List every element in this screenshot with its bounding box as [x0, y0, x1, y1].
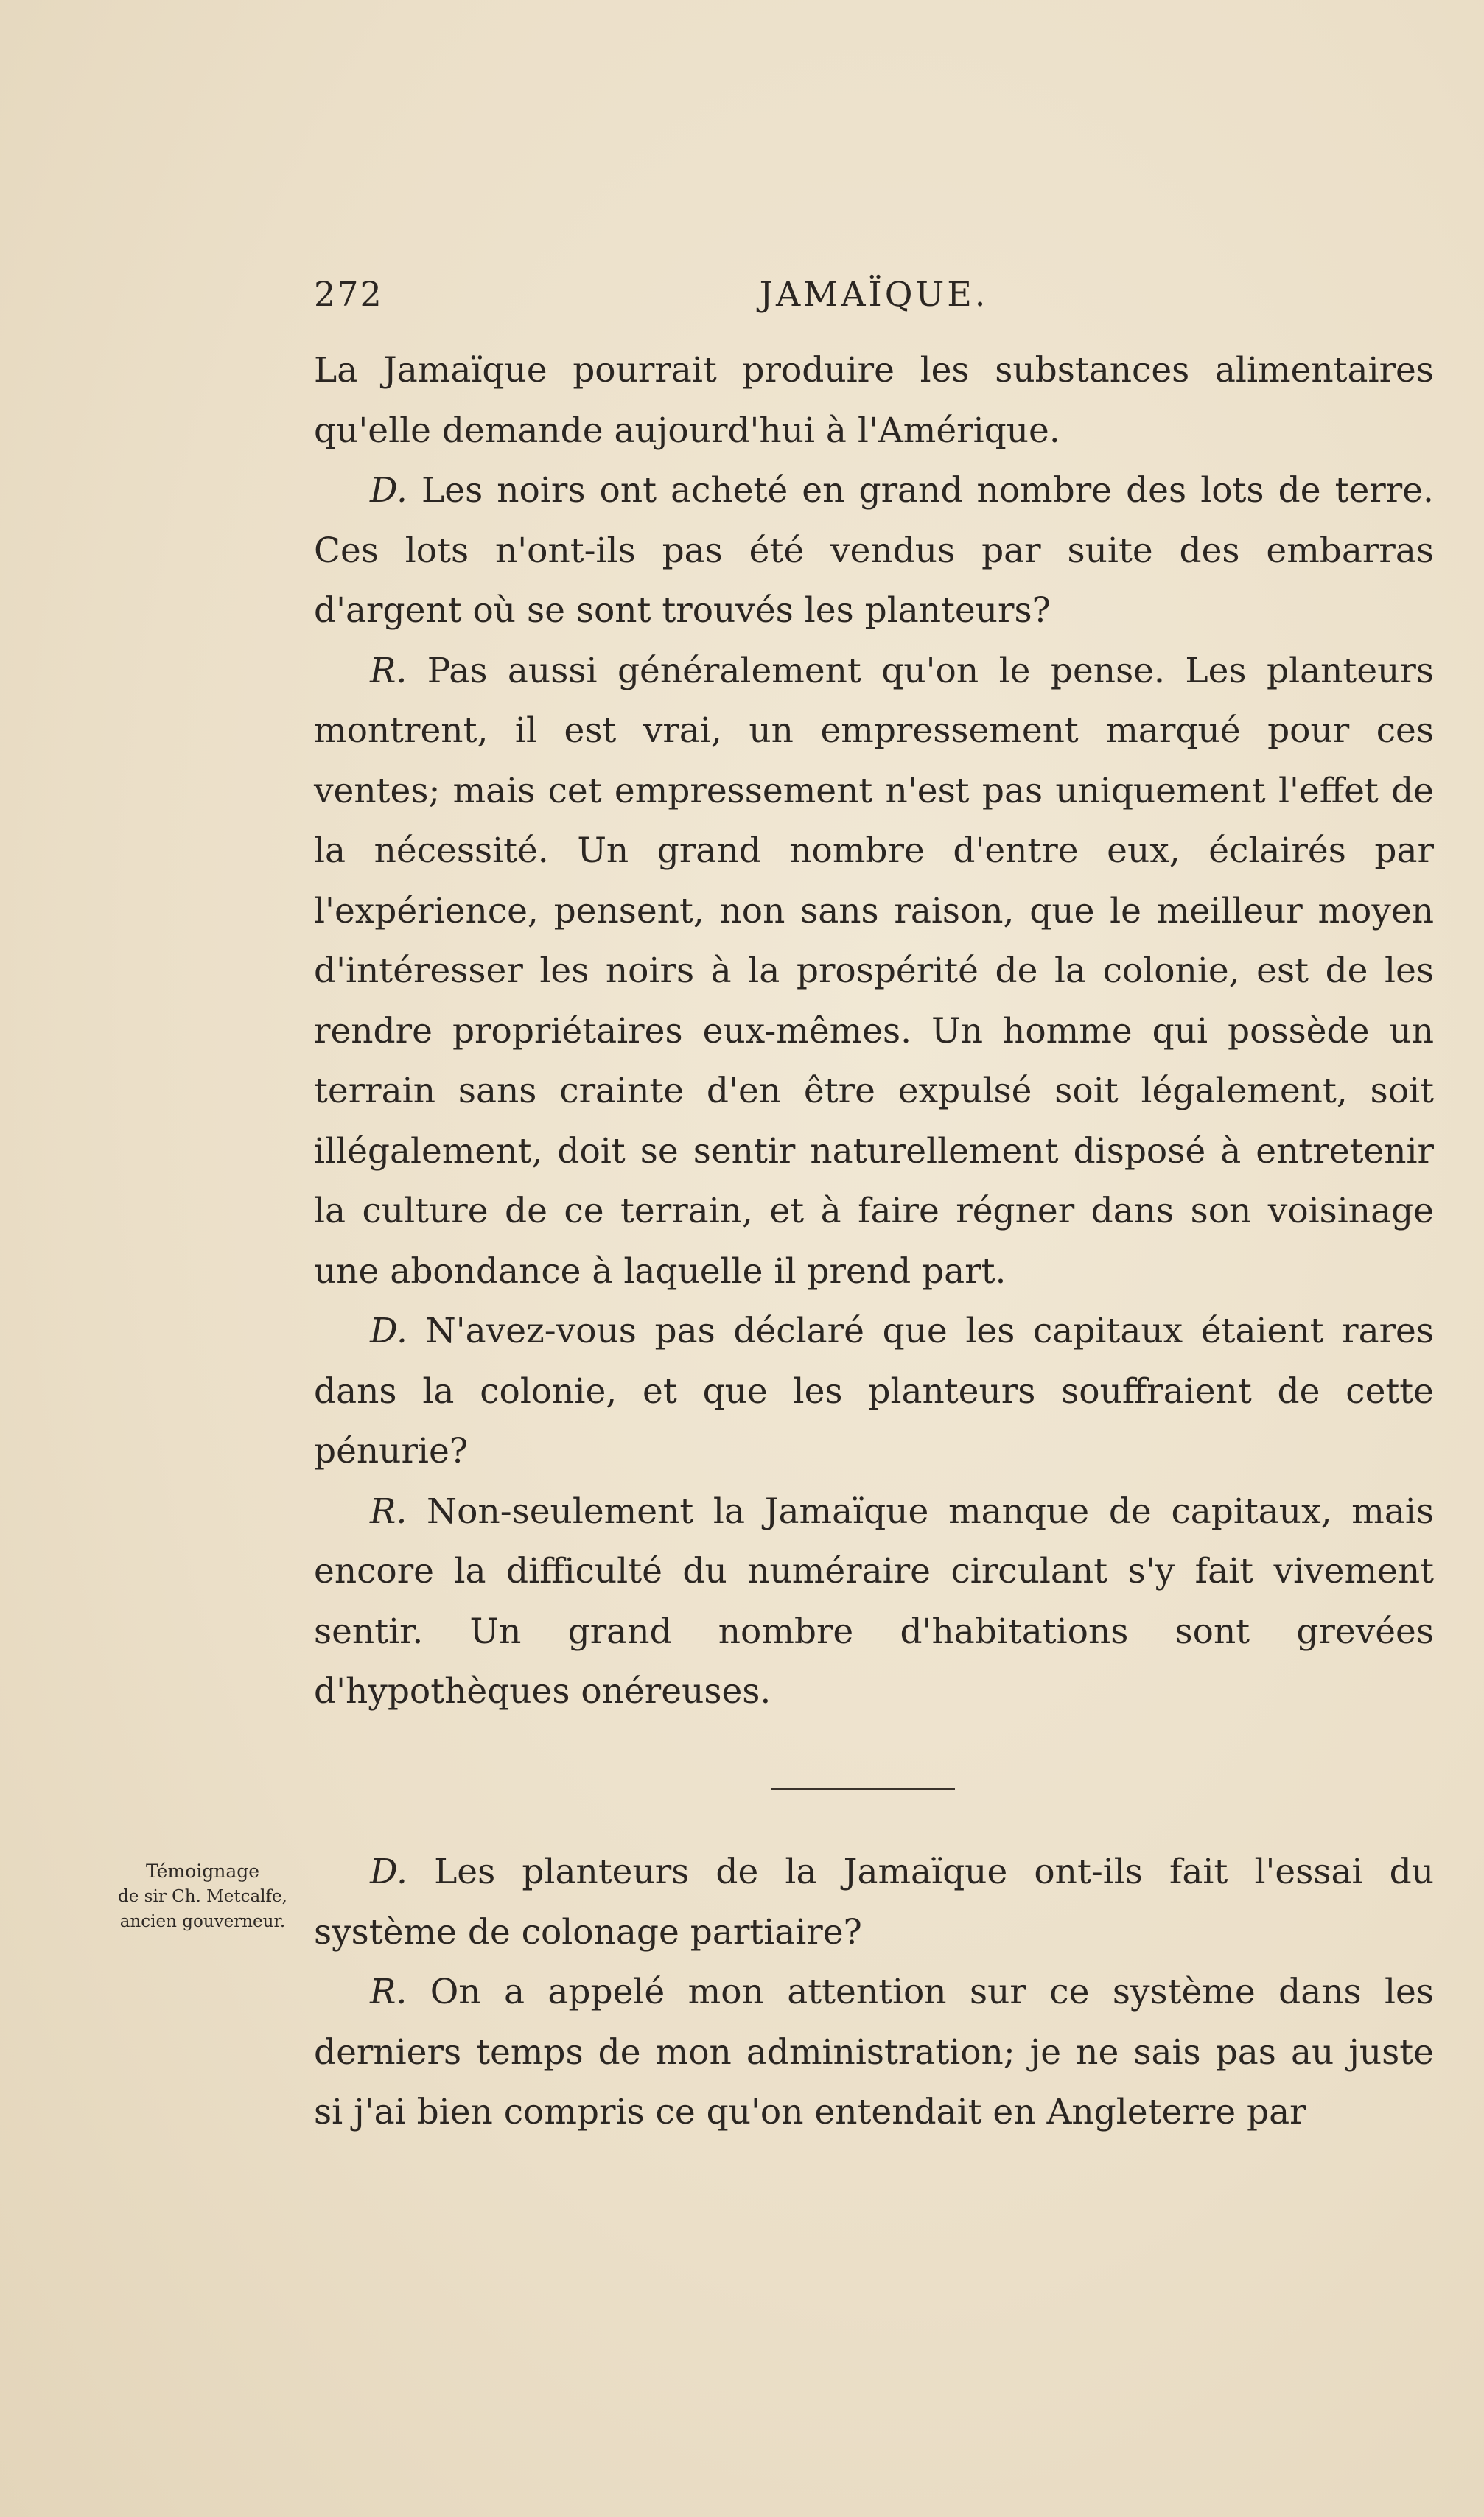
speaker-label: D. [370, 1852, 407, 1892]
speaker-label: D. [370, 470, 407, 511]
margin-note-line: ancien gouverneur. [119, 1912, 286, 1931]
running-title: JAMAÏQUE. [759, 274, 989, 314]
speaker-label: R. [370, 1491, 407, 1532]
margin-note-line: de sir Ch. Metcalfe, [118, 1887, 287, 1906]
page-header [314, 274, 1434, 326]
speaker-label: R. [370, 1972, 407, 2012]
text-block-testimony [314, 1842, 1434, 2143]
question-paragraph: D. Les noirs ont acheté en grand nombre des lots de terre. Ces lots n'ont-ils pas été vendus par suite des embarras d'argent où se sont trouvés les planteurs? [314, 470, 1434, 631]
margin-note [96, 1859, 309, 1934]
answer-paragraph: R. On a appelé mon attention sur ce système dans les derniers temps de mon administration; je ne sais pas au juste si j'ai bien compris ce qu'on entendait en Angleterre par [314, 1972, 1434, 2132]
text-block-interview [314, 340, 1434, 1722]
section-divider [771, 1788, 955, 1790]
answer-paragraph: R. Pas aussi généralement qu'on le pense. Les planteurs montrent, il est vrai, un empressement marqué pour ces ventes; mais cet empressement n'est pas uniquement l'effet de la nécessité. Un grand nombre d'entre eux, éclairés par l'expérience, pensent, non sans raison, que le meilleur moyen d'intéresser les noirs à la prospérité de la colonie, est de les rendre propriétaires eux-mêmes. Un homme qui possède un terrain sans crainte d'en être expulsé soit légalement, soit illégalement, doit se sentir naturellement disposé à entretenir la culture de ce terrain, et à faire régner dans son voisinage une abondance à laquelle il prend part. [314, 650, 1434, 1292]
speaker-label: D. [370, 1311, 407, 1351]
margin-note-line: Témoignage [145, 1860, 260, 1882]
question-paragraph: D. Les planteurs de la Jamaïque ont-ils fait l'essai du système de colonage partiaire? [314, 1852, 1434, 1953]
speaker-label: R. [370, 650, 407, 691]
answer-paragraph: R. Non-seulement la Jamaïque manque de capitaux, mais encore la difficulté du numéraire circulant s'y fait vivement sentir. Un grand nombre d'habitations sont grevées d'hypothèques onéreuses. [314, 1491, 1434, 1712]
page-number: 272 [314, 274, 383, 314]
question-paragraph: D. N'avez-vous pas déclaré que les capitaux étaient rares dans la colonie, et que les planteurs souffraient de cette pénurie? [314, 1311, 1434, 1471]
paragraph: La Jamaïque pourrait produire les substances alimentaires qu'elle demande aujourd'hui à l'Amérique. [314, 350, 1434, 451]
